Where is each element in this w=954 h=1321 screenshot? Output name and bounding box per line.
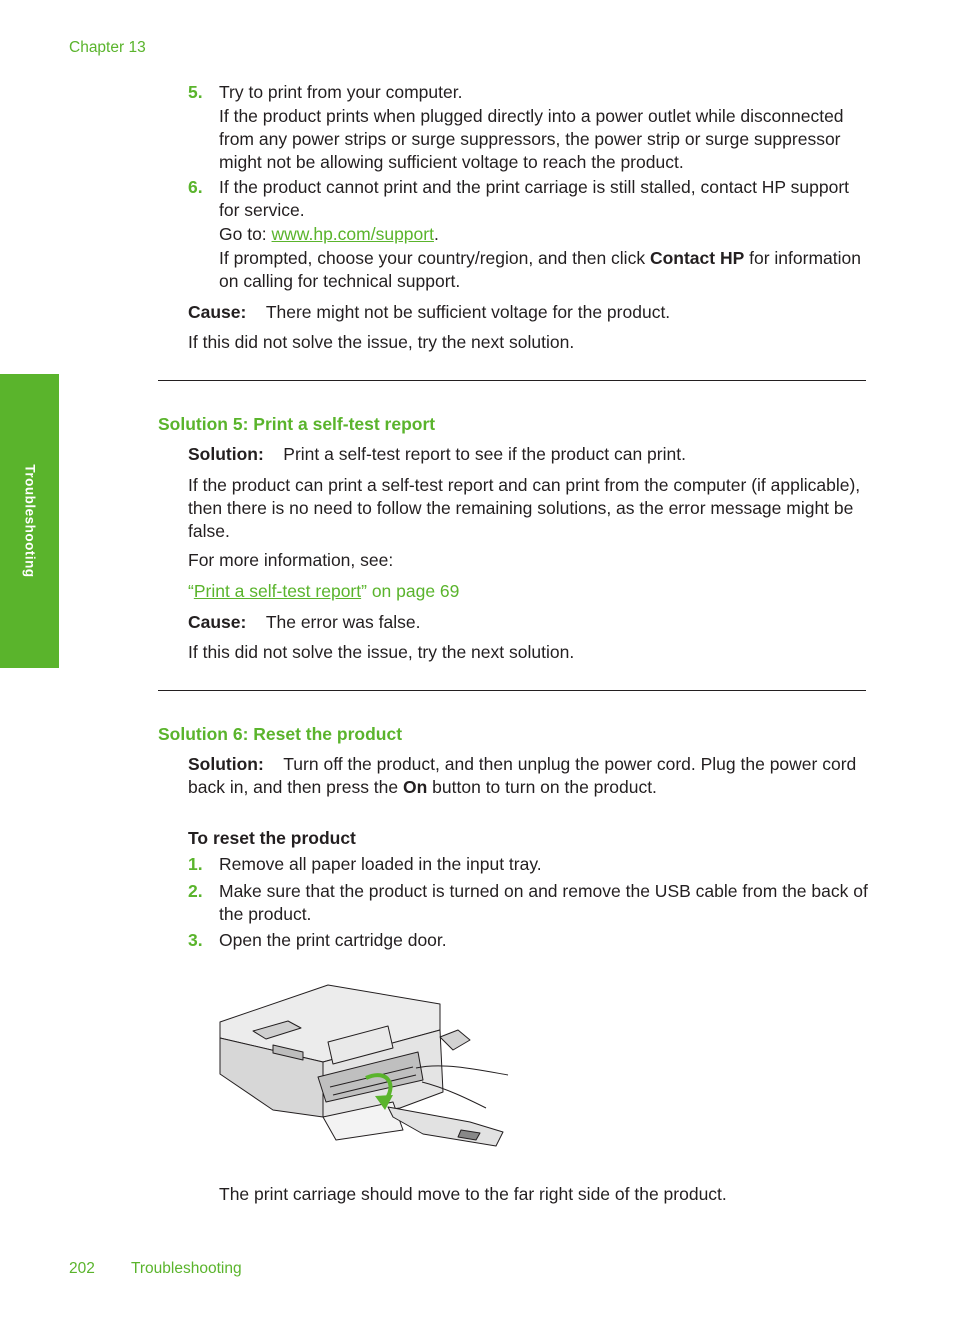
- goto-line: Go to: www.hp.com/support.: [219, 224, 439, 244]
- cause-label: Cause:: [188, 612, 247, 632]
- prompt-text: If prompted, choose your country/region, and then click Contact HP for information on calling for technical support.: [219, 248, 861, 291]
- next-solution-text: If this did not solve the issue, try the next solution.: [188, 642, 575, 662]
- cause-text: There might not be sufficient voltage for the product.: [265, 302, 671, 322]
- more-info-text: For more information, see:: [188, 550, 394, 570]
- footer-section: Troubleshooting: [131, 1260, 242, 1277]
- cause-paragraph: [188, 301, 868, 324]
- solution-label: Solution:: [188, 754, 264, 774]
- section-divider: [158, 380, 866, 381]
- support-link[interactable]: www.hp.com/support: [271, 224, 434, 244]
- step-text: Open the print cartridge door.: [219, 930, 447, 950]
- step-6: [188, 176, 868, 293]
- solution-5-heading: Solution 5: Print a self-test report: [158, 414, 436, 434]
- reset-step-2: [188, 880, 868, 926]
- step-number: 1.: [188, 854, 203, 874]
- page-number: 202: [69, 1260, 95, 1277]
- solution-6-heading: Solution 6: Reset the product: [158, 724, 403, 744]
- step-text: Remove all paper loaded in the input tray.: [219, 854, 542, 874]
- step-number: 5.: [188, 82, 203, 102]
- solution-paragraph: [188, 443, 868, 466]
- step-number: 3.: [188, 930, 203, 950]
- cause-paragraph: [188, 611, 868, 634]
- section-divider: [158, 690, 866, 691]
- solution-paragraph: Solution: Turn off the product, and then unplug the power cord. Plug the power cord back in, and then press the On button to turn on the product.: [188, 754, 857, 797]
- solution-text: Print a self-test report to see if the product can print.: [283, 444, 686, 464]
- step-text: Try to print from your computer.: [219, 82, 463, 102]
- solution-label: Solution:: [188, 444, 264, 464]
- cause-label: Cause:: [188, 302, 247, 322]
- step-text: If the product cannot print and the print carriage is still stalled, contact HP support for service.: [219, 177, 850, 220]
- step-number: 2.: [188, 881, 203, 901]
- contact-hp-term: Contact HP: [649, 248, 745, 268]
- cross-reference: “Print a self-test report” on page 69: [188, 581, 460, 601]
- next-solution-text: If this did not solve the issue, try the next solution.: [188, 332, 575, 352]
- side-tab: [0, 374, 59, 668]
- step-text: Make sure that the product is turned on and remove the USB cable from the back of the product.: [219, 881, 868, 924]
- self-test-report-link[interactable]: Print a self-test report: [193, 581, 362, 601]
- chapter-header: Chapter 13: [69, 39, 146, 56]
- on-button-term: On: [403, 777, 428, 797]
- reset-step-3: [188, 929, 868, 952]
- explanation-paragraph: If the product can print a self-test report and can print from the computer (if applicable), then there is no need to follow the remaining solutions, as the error message might be false.: [188, 475, 861, 541]
- reset-step-1: [188, 853, 868, 876]
- printer-illustration: [218, 982, 510, 1152]
- side-tab-label: Troubleshooting: [22, 464, 37, 578]
- cause-text: The error was false.: [265, 612, 421, 632]
- procedure-title: To reset the product: [188, 828, 356, 848]
- step-number: 6.: [188, 177, 203, 197]
- step-text: If the product prints when plugged directly into a power outlet while disconnected from any power strips or surge suppressors, the power strip or surge suppressor might not be allowing sufficient voltage to reach the product.: [219, 106, 844, 172]
- after-image-text: The print carriage should move to the far right side of the product.: [219, 1184, 727, 1204]
- step-5: [188, 81, 868, 174]
